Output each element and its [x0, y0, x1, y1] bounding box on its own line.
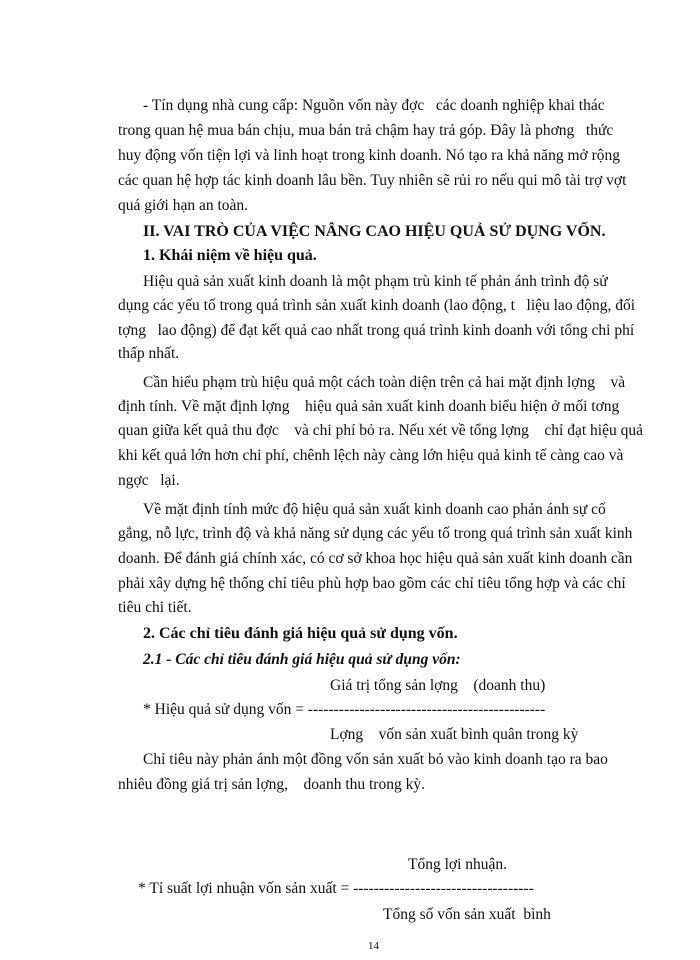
text-line: phải xây dựng hệ thống chỉ tiêu phù hợp bao gồm các chỉ tiêu tổng hợp và các chỉ — [118, 575, 626, 592]
text-line: thấp nhất. — [118, 345, 180, 362]
text-line: Hiệu quả sản xuất kinh doanh là một phạm trù kinh tế phản ánh trình độ sử — [143, 273, 608, 290]
formula-denominator: Tổng số vốn sản xuất bình — [383, 906, 551, 923]
subsection-heading: 2. Các chỉ tiêu đánh giá hiệu quả sử dụng vốn. — [143, 625, 458, 642]
formula-label: * Tỉ suất lợi nhuận vốn sản xuất = ----------------------------------- — [138, 880, 534, 897]
text-line: Chỉ tiêu này phản ánh một đồng vốn sản xuất bỏ vào kinh doanh tạo ra bao — [143, 751, 608, 768]
text-line: trong quan hệ mua bán chịu, mua bán trả chậm hay trả góp. Đây là phơng thức — [118, 122, 614, 139]
text-line: Cần hiểu phạm trù hiệu quả một cách toàn diện trên cả hai mặt định lợng và — [143, 374, 626, 391]
page-number: 14 — [368, 940, 379, 952]
text-line: tiêu chi tiết. — [118, 599, 192, 616]
formula-denominator: Lợng vốn sản xuất bình quân trong kỳ — [330, 726, 579, 743]
formula-label: * Hiệu quả sử dụng vốn = ---------------------------------------------- — [143, 701, 546, 718]
text-line: doanh. Để đánh giá chính xác, có cơ sở khoa học hiệu quả sản xuất kinh doanh cần — [118, 550, 633, 567]
text-line: ngợc lại. — [118, 472, 180, 489]
subsection-heading: 1. Khái niệm về hiệu quả. — [143, 247, 317, 264]
text-line: huy động vốn tiện lợi và linh hoạt trong kinh doanh. Nó tạo ra khả năng mở rộng — [118, 147, 620, 164]
text-line: quan giữa kết quả thu đợc và chi phí bỏ ra. Nếu xét về tổng lợng chỉ đạt hiệu quả — [118, 422, 643, 439]
text-line: tợng lao động) để đạt kết quả cao nhất trong quá trình kinh doanh với tổng chi phí — [118, 322, 635, 339]
text-line: các quan hệ hợp tác kinh doanh lâu bền. Tuy nhiên sẽ rủi ro nếu qui mô tài trợ vợt — [118, 172, 627, 189]
text-line: nhiêu đồng giá trị sản lợng, doanh thu trong kỳ. — [118, 776, 425, 793]
text-line: khi kết quả lớn hơn chi phí, chênh lệch này càng lớn hiệu quả kinh tế càng cao và — [118, 447, 624, 464]
text-line: quá giới hạn an toàn. — [118, 197, 249, 214]
sub-subsection-heading: 2.1 - Các chỉ tiêu đánh giá hiệu quả sử dụng vốn: — [143, 651, 461, 668]
text-line: dụng các yếu tố trong quá trình sản xuất kinh doanh (lao động, t liệu lao động, đối — [118, 297, 635, 314]
formula-numerator: Giá trị tổng sản lợng (doanh thu) — [330, 677, 546, 694]
text-line: gắng, nỗ lực, trình độ và khả năng sử dụng các yếu tố trong quá trình sản xuất kinh — [118, 525, 633, 542]
text-line: Về mặt định tính mức độ hiệu quả sản xuất kinh doanh cao phản ánh sự cố — [143, 501, 606, 518]
text-line: - Tín dụng nhà cung cấp: Nguồn vốn này đợc các doanh nghiệp khai thác — [143, 97, 605, 114]
text-line: định tính. Về mặt định lợng hiệu quả sản xuất kinh doanh biểu hiện ở mối tơng — [118, 398, 620, 415]
section-heading: II. VAI TRÒ CỦA VIỆC NÂNG CAO HIỆU QUẢ SỬ DỤNG VỐN. — [143, 223, 606, 240]
formula-numerator: Tổng lợi nhuận. — [408, 856, 508, 873]
